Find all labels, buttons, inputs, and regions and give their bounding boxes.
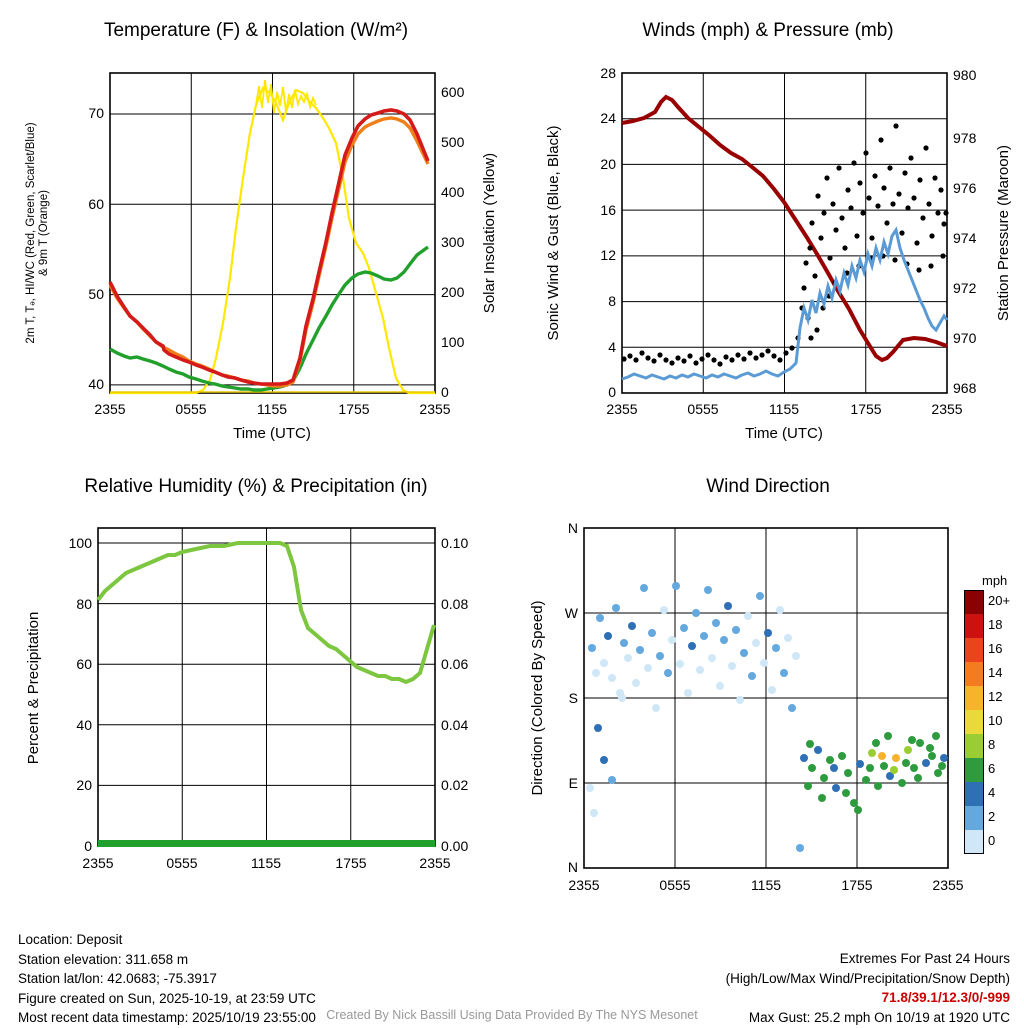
legend-swatch: [964, 710, 984, 734]
rh-ytick-80: 80: [76, 596, 92, 612]
legend-label: 8: [988, 737, 996, 752]
temp-rtick-500: 500: [441, 134, 465, 150]
temp-rtick-300: 300: [441, 234, 465, 250]
dir-xtick-1: 0555: [659, 877, 691, 893]
legend-swatch: [964, 638, 984, 662]
wind-xtick-0: 2355: [606, 401, 638, 417]
temp-rtick-400: 400: [441, 184, 465, 200]
rh-xtick-2: 1155: [250, 855, 282, 871]
pressure-yaxis-label: Station Pressure (Maroon): [995, 145, 1012, 321]
precip-rtick-010: 0.10: [441, 535, 469, 551]
pres-rtick-972: 972: [953, 280, 977, 296]
legend-label: 6: [988, 761, 996, 776]
rh-xtick-1: 0555: [166, 855, 198, 871]
legend-swatch: [964, 686, 984, 710]
legend-row: [964, 638, 1003, 662]
legend-row: [964, 782, 996, 806]
dir-ytick-N-top: N: [567, 520, 578, 536]
dir-xtick-3: 1755: [841, 877, 873, 893]
legend-swatch: [964, 590, 984, 614]
temp-xaxis-label: Time (UTC): [233, 425, 311, 442]
footer-created: Figure created on Sun, 2025-10-19, at 23:59 UTC: [18, 990, 316, 1006]
legend-row: [964, 662, 1003, 686]
humidity-chart-svg: [0, 468, 512, 908]
extremes-heading: Extremes For Past 24 Hours: [839, 951, 1010, 966]
rh-ytick-0: 0: [84, 838, 92, 854]
dir-ytick-S: S: [568, 690, 578, 706]
rh-ytick-40: 40: [76, 717, 92, 733]
temp-rtick-600: 600: [441, 84, 465, 100]
pres-rtick-970: 970: [953, 330, 977, 346]
dir-xtick-4: 2355: [932, 877, 964, 893]
wind-ytick-12: 12: [600, 247, 616, 263]
legend-swatch: [964, 758, 984, 782]
temp-ytick-50: 50: [88, 286, 104, 302]
wind-yaxis-label: Sonic Wind & Gust (Blue, Black): [545, 125, 562, 341]
rh-xtick-3: 1755: [335, 855, 367, 871]
precip-rtick-000: 0.00: [441, 838, 469, 854]
panel-winds-pressure: [512, 8, 1024, 468]
legend-row: [964, 830, 996, 854]
winds-chart-svg: [512, 8, 1024, 468]
wind-xtick-2: 1155: [768, 401, 800, 417]
pres-rtick-974: 974: [953, 230, 977, 246]
legend-label: 10: [988, 713, 1003, 728]
legend-row: [964, 734, 996, 758]
legend-row: [964, 758, 996, 782]
temp-xtick-0: 2355: [94, 401, 126, 417]
wind-xtick-4: 2355: [931, 401, 963, 417]
legend-label: 12: [988, 689, 1003, 704]
credit-line: Created By Nick Bassill Using Data Provided By The NYS Mesonet: [326, 1008, 698, 1022]
legend-title: mph: [982, 573, 1008, 588]
wind-ytick-4: 4: [608, 339, 616, 355]
footer-latlon: Station lat/lon: 42.0683; -75.3917: [18, 971, 217, 986]
temp-ytick-70: 70: [88, 105, 104, 121]
temp-rtick-100: 100: [441, 334, 465, 350]
legend-swatch: [964, 806, 984, 830]
temp-xtick-4: 2355: [419, 401, 451, 417]
rh-ytick-20: 20: [76, 777, 92, 793]
panel-wind-direction: [512, 468, 1024, 908]
legend-swatch: [964, 614, 984, 638]
legend-label: 18: [988, 617, 1003, 632]
footer-timestamp: Most recent data timestamp: 2025/10/19 23:55:00: [18, 1010, 316, 1025]
wind-ytick-28: 28: [600, 65, 616, 81]
legend-row: [964, 590, 1011, 614]
rh-yaxis-label: Percent & Precipitation: [25, 611, 42, 765]
rh-ytick-100: 100: [68, 535, 92, 551]
legend-label: 14: [988, 665, 1003, 680]
wind-xtick-1: 0555: [687, 401, 719, 417]
extremes-values: 71.8/39.1/12.3/0/-999: [881, 990, 1010, 1005]
temp-xtick-1: 0555: [175, 401, 207, 417]
wind-xaxis-label: Time (UTC): [745, 425, 823, 442]
rh-xtick-4: 2355: [419, 855, 451, 871]
rh-ytick-60: 60: [76, 656, 92, 672]
legend-label: 16: [988, 641, 1003, 656]
legend-row: [964, 614, 1003, 638]
direction-chart-svg: [512, 468, 1024, 908]
dir-ytick-W: W: [564, 605, 578, 621]
legend-row: [964, 710, 1003, 734]
extremes-subheading: (High/Low/Max Wind/Precipitation/Snow Depth): [725, 970, 1010, 986]
wind-ytick-24: 24: [600, 110, 616, 126]
footer-location: Location: Deposit: [18, 932, 123, 947]
footer-elevation: Station elevation: 311.658 m: [18, 951, 189, 967]
wind-ytick-16: 16: [600, 202, 616, 218]
legend-row: [964, 806, 996, 830]
temp-xtick-3: 1755: [338, 401, 370, 417]
legend-row: [964, 686, 1003, 710]
max-gust-line: Max Gust: 25.2 mph On 10/19 at 1920 UTC: [748, 1009, 1010, 1025]
legend-swatch: [964, 782, 984, 806]
speed-colorbar-legend: [964, 573, 1022, 854]
wind-ytick-20: 20: [600, 156, 616, 172]
temp-rtick-0: 0: [441, 384, 449, 400]
temperature-chart-svg: [0, 8, 512, 468]
panel-temperature: [0, 8, 512, 468]
precip-rtick-004: 0.04: [441, 717, 469, 733]
legend-label: 4: [988, 785, 996, 800]
dir-ytick-E: E: [568, 775, 578, 791]
direction-panel-title: Wind Direction: [706, 476, 830, 497]
legend-swatch: [964, 830, 984, 854]
pres-rtick-978: 978: [953, 130, 977, 146]
temp-rtick-200: 200: [441, 284, 465, 300]
legend-label: 2: [988, 809, 996, 824]
temp-xtick-2: 1155: [256, 401, 288, 417]
rh-xtick-0: 2355: [82, 855, 114, 871]
temperature-panel-title: Temperature (F) & Insolation (W/m²): [103, 20, 409, 41]
temp-yaxis-right-label: Solar Insolation (Yellow): [481, 152, 498, 314]
dir-xtick-0: 2355: [568, 877, 600, 893]
precip-rtick-002: 0.02: [441, 777, 469, 793]
temp-ytick-60: 60: [88, 196, 104, 212]
humidity-panel-title: Relative Humidity (%) & Precipitation (in): [84, 476, 428, 497]
winds-panel-title: Winds (mph) & Pressure (mb): [642, 20, 894, 41]
pres-rtick-976: 976: [953, 180, 977, 196]
dir-xtick-2: 1155: [750, 877, 782, 893]
temp-yaxis-label-line1: 2m T, Tₔ, HI/WC (Red, Green, Scarlet/Blue): [25, 122, 37, 344]
legend-swatch: [964, 662, 984, 686]
wind-xtick-3: 1755: [850, 401, 882, 417]
legend-swatch: [964, 734, 984, 758]
legend-label: 0: [988, 833, 996, 848]
pres-rtick-980: 980: [953, 67, 977, 83]
dir-ytick-N-bottom: N: [567, 859, 578, 875]
precip-rtick-006: 0.06: [441, 656, 469, 672]
panel-humidity-precip: [0, 468, 512, 908]
wind-ytick-0: 0: [608, 384, 616, 400]
legend-label: 20+: [988, 593, 1011, 608]
temp-yaxis-label-line2: & 9m T (Orange): [38, 190, 50, 276]
wind-ytick-8: 8: [608, 293, 616, 309]
precip-rtick-008: 0.08: [441, 596, 469, 612]
dir-yaxis-label: Direction (Colored By Speed): [529, 600, 546, 796]
temp-ytick-40: 40: [88, 376, 104, 392]
pres-rtick-968: 968: [953, 380, 977, 396]
